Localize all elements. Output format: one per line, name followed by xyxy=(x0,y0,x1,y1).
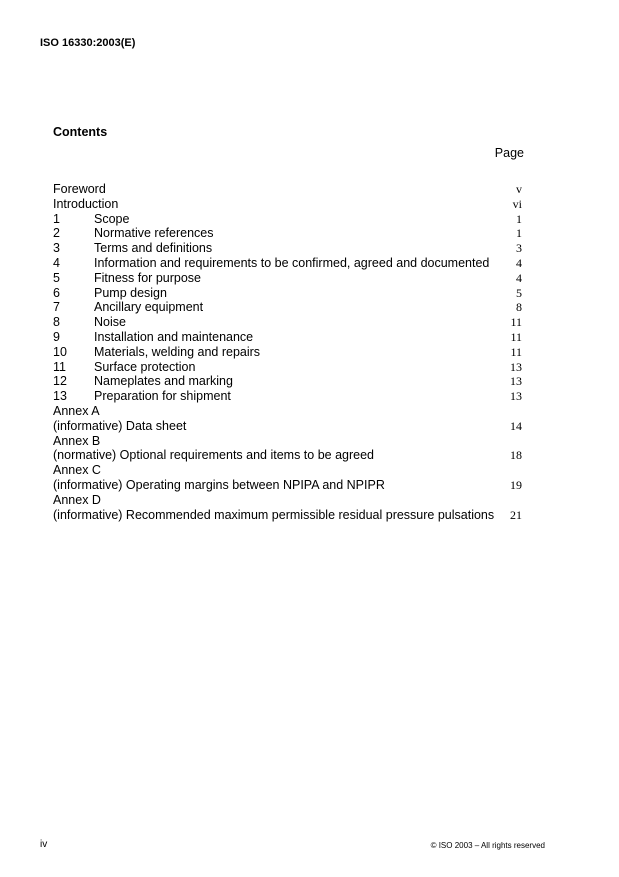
toc-entry-title: Foreword xyxy=(53,182,106,196)
toc-entry-title: (normative) Optional requirements and items to be agreed xyxy=(53,448,374,463)
toc-entry-number: 10 xyxy=(53,344,67,359)
toc-entry-6[interactable] xyxy=(53,286,524,301)
toc-entry-number: 2 xyxy=(53,226,60,241)
toc-entry-title: Pump design xyxy=(94,285,167,300)
toc-entry-number: 3 xyxy=(53,241,60,256)
toc-entry-12[interactable] xyxy=(53,374,524,389)
toc-entry-page: 19 xyxy=(510,477,522,492)
toc-entry-foreword[interactable] xyxy=(53,182,524,197)
toc-entry-page: 11 xyxy=(510,344,522,359)
toc-entry-page: 1 xyxy=(516,226,522,241)
footer-page-number: iv xyxy=(40,839,48,850)
toc-entry-page: 11 xyxy=(510,329,522,344)
toc-entry-page: 13 xyxy=(510,359,522,374)
toc-entry-title: Installation and maintenance xyxy=(94,329,254,344)
toc-entry-11[interactable] xyxy=(53,360,524,375)
toc-entry-title: Introduction xyxy=(53,196,119,211)
toc-entry-title: Preparation for shipment xyxy=(94,389,231,404)
toc-entry-page: 8 xyxy=(516,300,522,315)
toc-entry-introduction[interactable] xyxy=(53,197,524,212)
toc-entry-number: 9 xyxy=(53,329,60,344)
toc-entry-title: Nameplates and marking xyxy=(94,374,233,389)
toc-entry-page: 4 xyxy=(516,255,522,270)
toc-entry-page: 4 xyxy=(516,270,522,285)
toc-entry-number: 5 xyxy=(53,270,60,285)
toc-entry-title: Terms and definitions xyxy=(94,241,213,256)
toc-entry-page: 21 xyxy=(510,507,522,522)
toc-entry-title: Information and requirements to be confirmed, agreed and documented xyxy=(94,255,490,270)
toc-entry-page: 18 xyxy=(510,448,522,463)
toc-entry-5[interactable] xyxy=(53,271,524,286)
toc-entry-number: 13 xyxy=(53,389,67,404)
toc-entry-page: 1 xyxy=(516,211,522,226)
annex-b-label: Annex B xyxy=(53,433,101,448)
toc-entry-10[interactable] xyxy=(53,345,524,360)
toc-entry-page: 13 xyxy=(510,374,522,389)
annex-a-label: Annex A xyxy=(53,403,100,418)
toc-entry-title: Ancillary equipment xyxy=(94,300,204,315)
contents-title: Contents xyxy=(53,125,108,139)
toc-entry-page: 13 xyxy=(510,389,522,404)
toc-entry-13[interactable] xyxy=(53,389,524,404)
toc-entry-title: Surface protection xyxy=(94,359,196,374)
toc-entry-number: 1 xyxy=(53,211,60,226)
toc-entry-4[interactable] xyxy=(53,256,524,271)
toc-entry-page: 3 xyxy=(516,241,522,256)
toc-entry-3[interactable] xyxy=(53,241,524,256)
toc-entry-7[interactable] xyxy=(53,300,524,315)
table-of-contents xyxy=(53,182,524,522)
toc-entry-1[interactable] xyxy=(53,212,524,227)
toc-entry-title: (informative) Operating margins between NPIPA and NPIPR xyxy=(53,477,385,492)
toc-entry-number: 8 xyxy=(53,315,60,330)
toc-entry-number: 12 xyxy=(53,374,67,389)
toc-entry-title: Noise xyxy=(94,315,126,330)
footer-copyright: © ISO 2003 – All rights reserved xyxy=(430,841,545,850)
document-header: ISO 16330:2003(E) xyxy=(40,37,136,49)
toc-entry-annex-b[interactable] xyxy=(53,448,524,463)
toc-entry-title: Scope xyxy=(94,211,130,226)
page-column-label: Page xyxy=(494,146,524,160)
toc-entry-annex-a[interactable] xyxy=(53,419,524,434)
toc-entry-number: 4 xyxy=(53,255,60,270)
toc-entry-number: 6 xyxy=(53,285,60,300)
toc-entry-number: 11 xyxy=(53,359,66,374)
toc-entry-page: 5 xyxy=(516,285,522,300)
toc-entry-annex-d[interactable] xyxy=(53,508,524,523)
toc-entry-title: Normative references xyxy=(94,226,214,241)
toc-entry-title: (informative) Recommended maximum permissible residual pressure pulsations xyxy=(53,507,495,522)
toc-entry-number: 7 xyxy=(53,300,60,315)
toc-entry-title: Materials, welding and repairs xyxy=(94,344,261,359)
toc-entry-2[interactable] xyxy=(53,226,524,241)
annex-d-label: Annex D xyxy=(53,492,101,507)
annex-c-label: Annex C xyxy=(53,463,101,478)
toc-entry-title: Fitness for purpose xyxy=(94,270,201,285)
toc-entry-page: 11 xyxy=(510,315,522,330)
toc-entry-title: (informative) Data sheet xyxy=(53,418,187,433)
toc-entry-annex-c[interactable] xyxy=(53,478,524,493)
toc-entry-page: vi xyxy=(512,196,522,211)
toc-entry-page: 14 xyxy=(510,418,522,433)
toc-entry-9[interactable] xyxy=(53,330,524,345)
toc-entry-page: v xyxy=(516,182,522,196)
toc-entry-8[interactable] xyxy=(53,315,524,330)
